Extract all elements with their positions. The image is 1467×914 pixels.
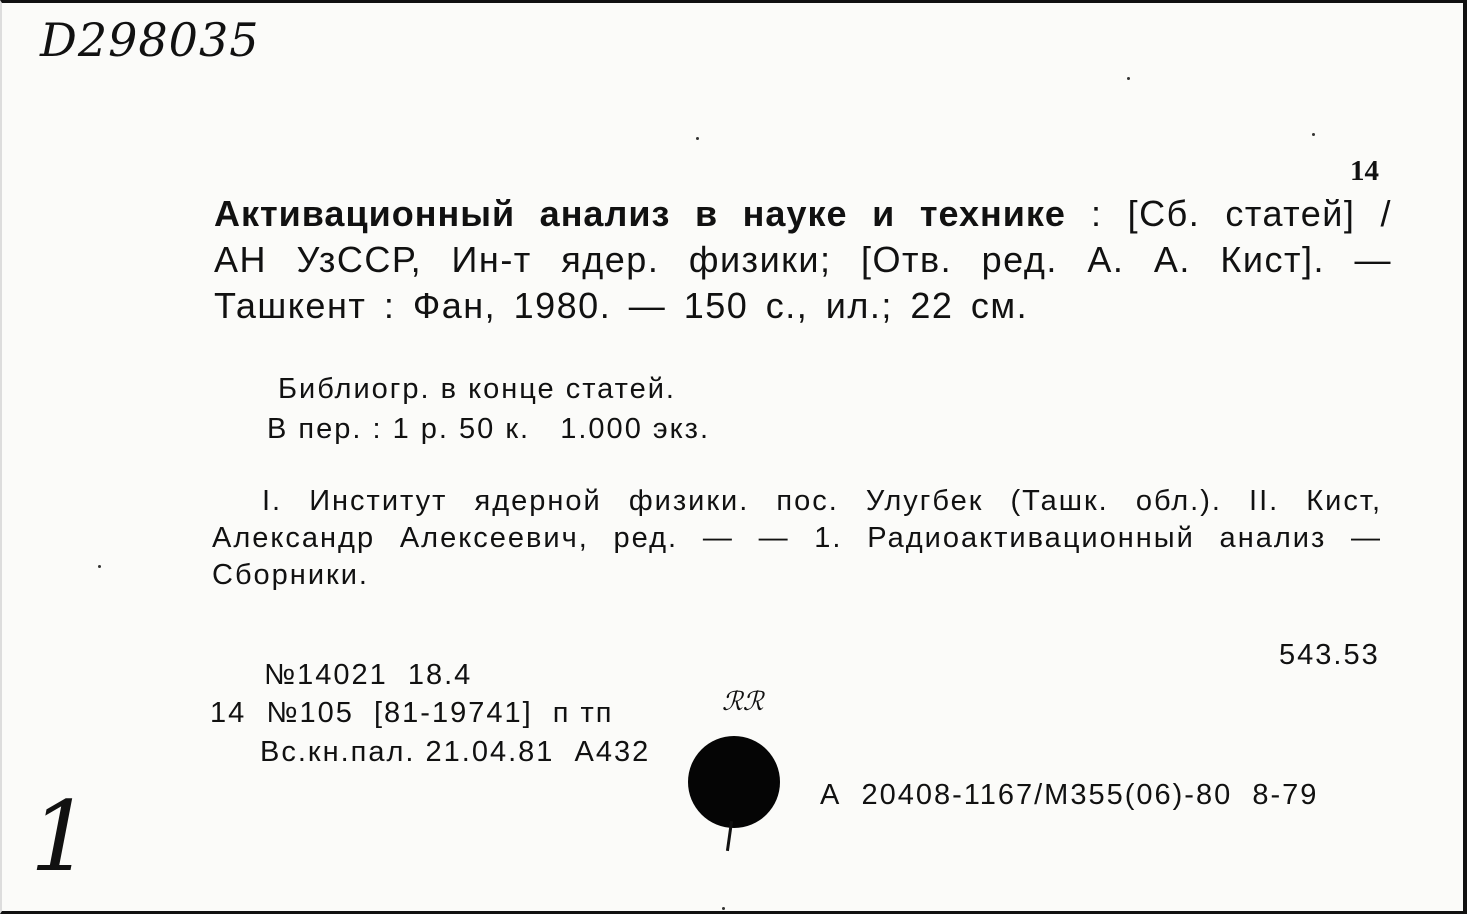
chamber-line: Вс.кн.пал. 21.04.81 А432 (260, 736, 651, 768)
card-number: 14 (1350, 155, 1379, 187)
order-number-line: №14021 18.4 (264, 659, 473, 691)
registration-line: 14 №105 [81-19741] п тп (210, 697, 614, 729)
speck (722, 907, 725, 910)
bibliography-note: Библиогр. в конце статей. (278, 373, 676, 405)
publication-code: А 20408-1167/М355(06)-80 8-79 (820, 779, 1319, 811)
speck (696, 137, 699, 140)
handwritten-mark: 1 (30, 781, 92, 893)
speck (1127, 77, 1130, 80)
speck (98, 565, 101, 568)
main-entry (214, 191, 1392, 329)
subject-tracing (212, 483, 1382, 594)
speck (1312, 133, 1315, 136)
inventory-number-handwritten: D298035 (40, 13, 260, 67)
handwritten-initials: ℛℛ (722, 687, 764, 717)
udc-classification: 543.53 (1279, 639, 1380, 671)
book-title: Активационный анализ в науке и технике (214, 193, 1066, 234)
price-note: В пер. : 1 р. 50 к. 1.000 экз. (267, 413, 711, 445)
tracing-text: I. Институт ядерной физики. пос. Улугбек (Ташк. обл.). II. Кист, Александр Алексеевич, ред. — — 1. Радиоактивационный анализ — Сборники. (212, 485, 1382, 591)
punch-hole (688, 736, 780, 828)
main-entry-description: : [Сб. статей] / АН УзССР, Ин-т ядер. физики; [Отв. ред. А. А. Кист]. — Ташкент : Фан, 1980. — 150 с., ил.; 22 см. (214, 193, 1392, 326)
